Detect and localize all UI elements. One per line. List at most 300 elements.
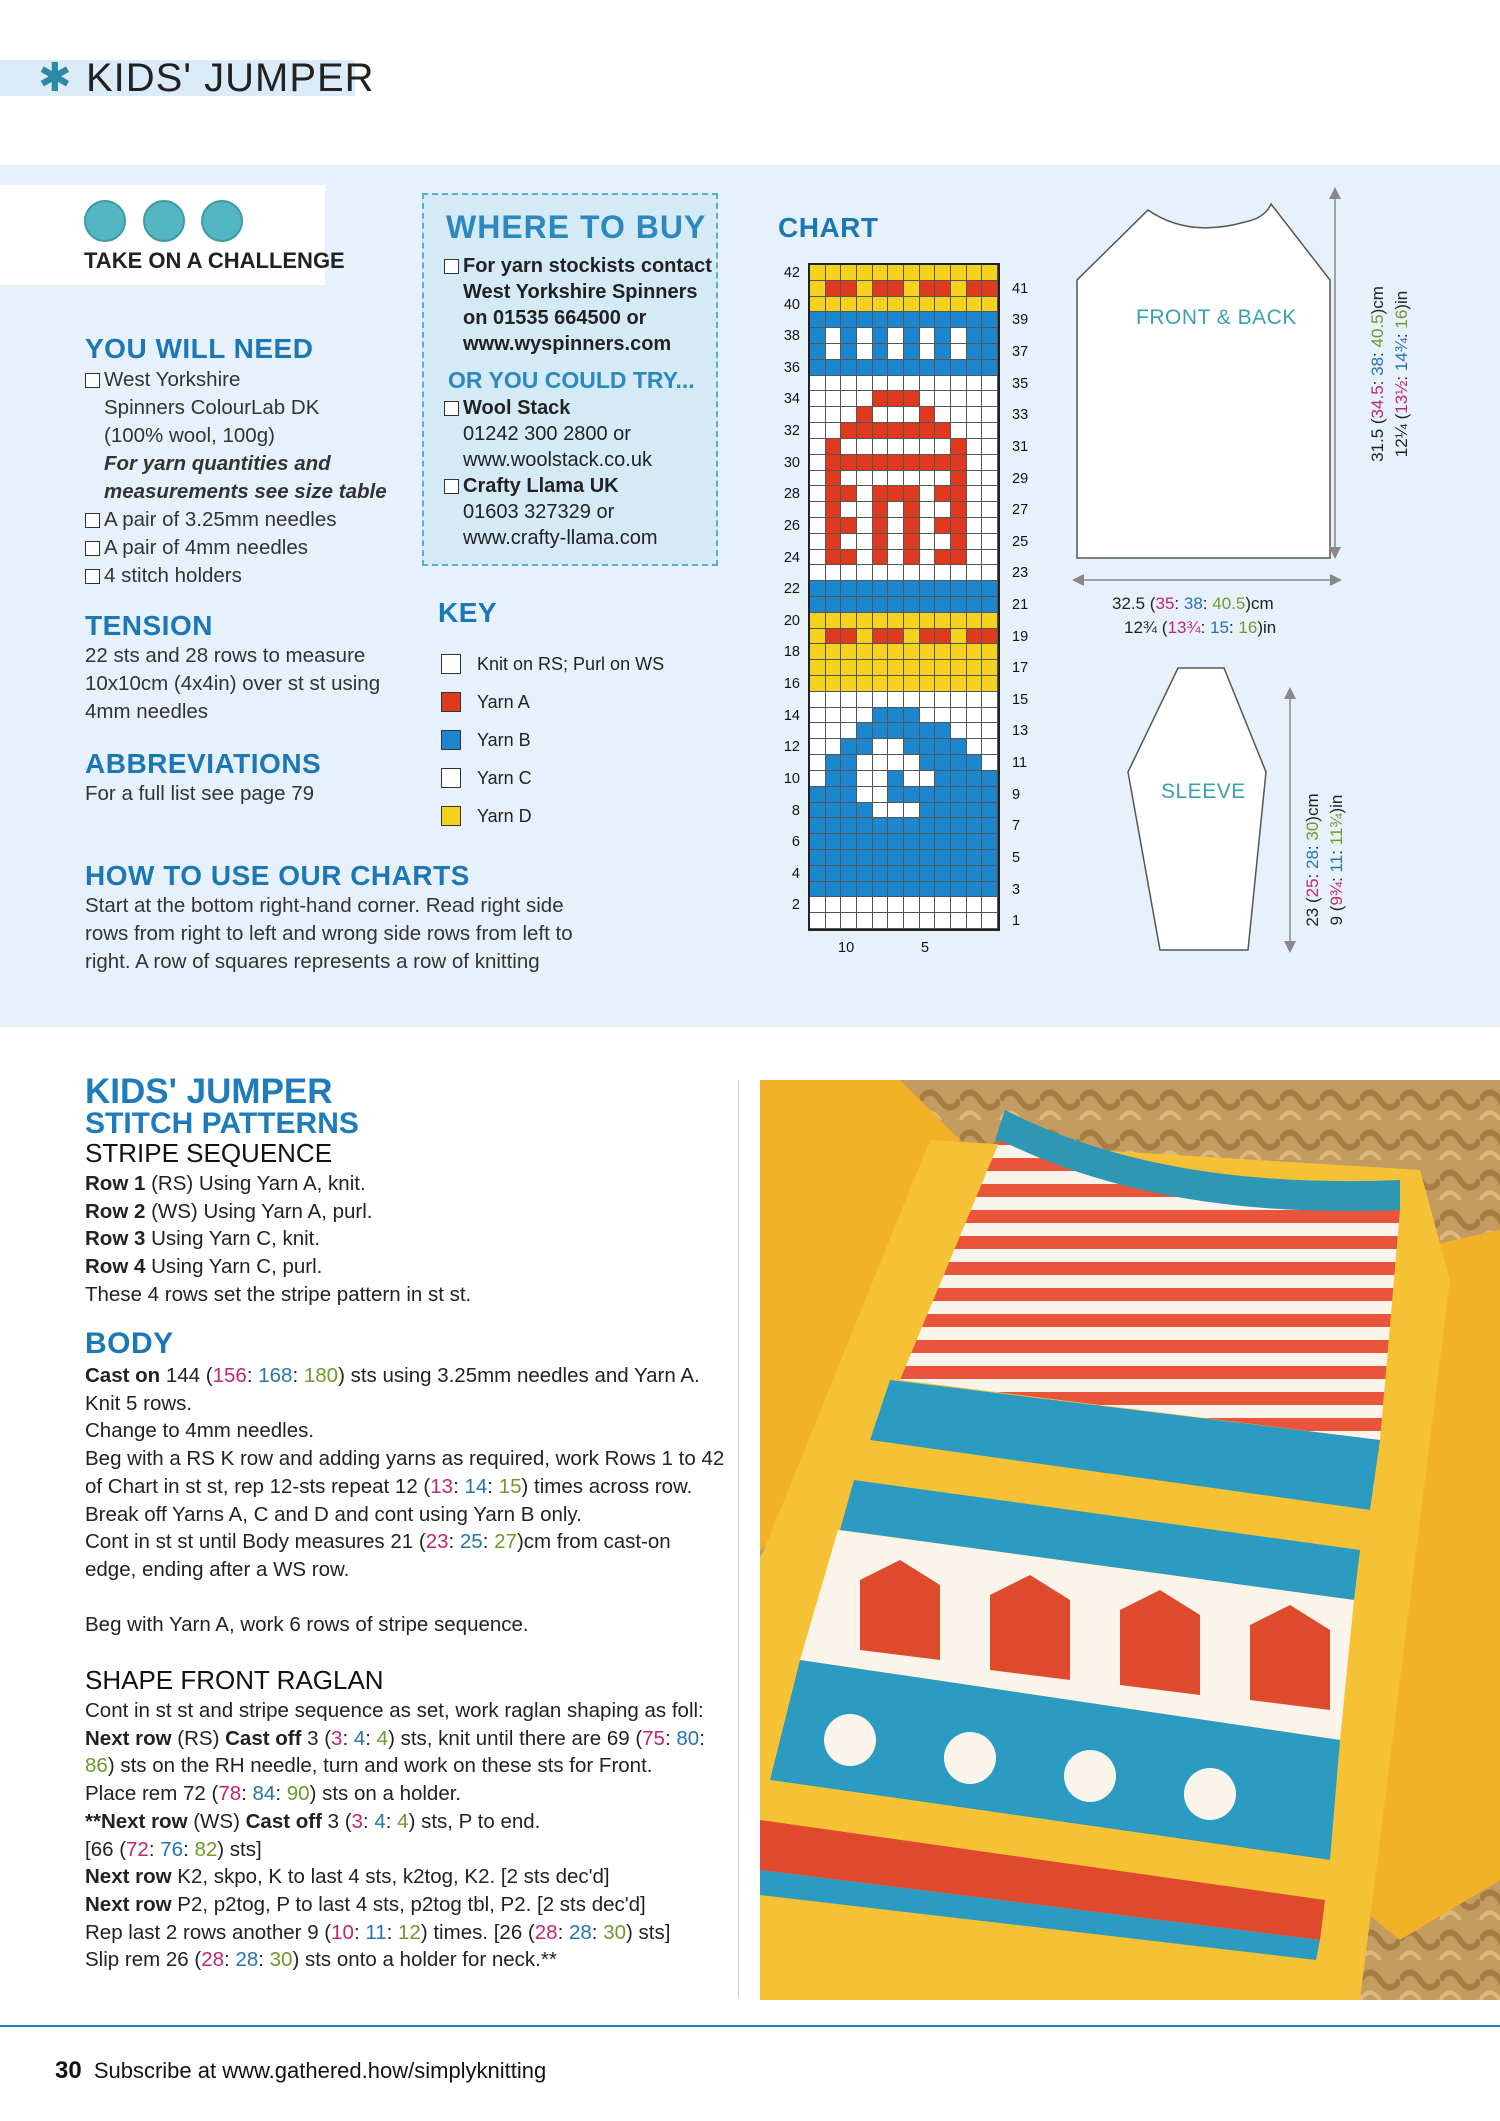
chart-cell xyxy=(826,708,842,724)
chart-cell xyxy=(935,692,951,708)
chart-cell xyxy=(982,834,998,850)
chart-cell xyxy=(951,834,967,850)
chart-cell xyxy=(810,281,826,297)
chart-cell xyxy=(857,866,873,882)
chart-cell xyxy=(826,328,842,344)
chart-cell xyxy=(888,391,904,407)
chart-cell xyxy=(841,439,857,455)
chart-cell xyxy=(967,676,983,692)
chart-cell xyxy=(904,265,920,281)
chart-cell xyxy=(810,518,826,534)
chart-cell xyxy=(873,866,889,882)
checkbox[interactable] xyxy=(85,569,100,584)
chart-cell xyxy=(920,882,936,898)
chart-cell xyxy=(826,882,842,898)
key-label: Yarn B xyxy=(477,729,531,750)
chart-cell xyxy=(857,644,873,660)
chart-cell xyxy=(904,534,920,550)
chart-row-number: 34 xyxy=(783,391,800,408)
chart-cell xyxy=(935,739,951,755)
website-link[interactable]: www.wyspinners.com xyxy=(463,333,672,355)
chart-cell xyxy=(888,455,904,471)
chart-row-number: 27 xyxy=(1012,502,1029,519)
chart-cell xyxy=(935,771,951,787)
chart-cell xyxy=(951,644,967,660)
item-text: Spinners ColourLab DK xyxy=(104,396,320,419)
chart-cell xyxy=(841,597,857,613)
chart-cell xyxy=(920,297,936,313)
how-to-text xyxy=(85,892,573,976)
chart-cell xyxy=(826,518,842,534)
chart-cell xyxy=(982,818,998,834)
chart-cell xyxy=(951,534,967,550)
chart-cell xyxy=(857,455,873,471)
chart-cell xyxy=(810,565,826,581)
chart-cell xyxy=(935,629,951,645)
chart-cell xyxy=(857,708,873,724)
chart-cell xyxy=(873,455,889,471)
chart-cell xyxy=(810,407,826,423)
chart-cell xyxy=(841,708,857,724)
where-to-buy-text xyxy=(444,253,712,357)
chart-cell xyxy=(810,803,826,819)
tension-title: TENSION xyxy=(85,610,213,641)
chart-cell xyxy=(826,565,842,581)
chart-cell xyxy=(857,344,873,360)
chart-cell xyxy=(841,676,857,692)
text-line: rows from right to left and wrong side rows from left to xyxy=(85,922,573,945)
how-to-title: HOW TO USE OUR CHARTS xyxy=(85,860,470,891)
chart-cell xyxy=(857,818,873,834)
chart-cell xyxy=(841,376,857,392)
chart-cell xyxy=(951,455,967,471)
chart-cell xyxy=(920,708,936,724)
chart-cell xyxy=(826,423,842,439)
stockist-phone: 01603 327329 or xyxy=(463,501,615,523)
alt-stockists-title: OR YOU COULD TRY... xyxy=(448,367,695,393)
chart-cell xyxy=(841,550,857,566)
chart-cell xyxy=(826,281,842,297)
chart-cell xyxy=(873,360,889,376)
color-swatch xyxy=(441,768,461,788)
chart-cell xyxy=(982,787,998,803)
chart-cell xyxy=(920,471,936,487)
chart-cell xyxy=(810,771,826,787)
chart-cell xyxy=(982,360,998,376)
chart-cell xyxy=(920,423,936,439)
chart-cell xyxy=(982,692,998,708)
chart-cell xyxy=(920,613,936,629)
chart-cell xyxy=(951,850,967,866)
chart-cell xyxy=(857,755,873,771)
chart-cell xyxy=(967,391,983,407)
chart-cell xyxy=(857,534,873,550)
chart-cell xyxy=(810,455,826,471)
chart-cell xyxy=(873,755,889,771)
chart-row-number: 19 xyxy=(1012,628,1029,645)
chart-cell xyxy=(826,771,842,787)
chart-cell xyxy=(935,344,951,360)
chart-cell xyxy=(810,486,826,502)
chart-cell xyxy=(935,613,951,629)
checkbox[interactable] xyxy=(85,513,100,528)
pattern-subtitle: STITCH PATTERNS xyxy=(85,1107,359,1140)
chart-cell xyxy=(951,423,967,439)
chart-cell xyxy=(951,518,967,534)
chart-cell xyxy=(982,486,998,502)
chart-cell xyxy=(920,581,936,597)
chart-cell xyxy=(920,502,936,518)
sleeve-shape xyxy=(1128,668,1266,950)
chart-cell xyxy=(857,423,873,439)
chart-cell xyxy=(826,486,842,502)
chart-cell xyxy=(857,518,873,534)
chart-cell xyxy=(873,660,889,676)
chart-cell xyxy=(873,597,889,613)
chart-cell xyxy=(826,739,842,755)
text-line: on 01535 664500 or xyxy=(463,307,647,329)
key-label: Yarn D xyxy=(477,805,532,826)
chart-cell xyxy=(920,534,936,550)
chart-cell xyxy=(982,376,998,392)
chart-cell xyxy=(873,312,889,328)
chart-cell xyxy=(982,312,998,328)
sleeve-diagram xyxy=(1120,660,1280,960)
chart-cell xyxy=(810,866,826,882)
chart-cell xyxy=(951,787,967,803)
chart-cell xyxy=(826,455,842,471)
chart-cell xyxy=(982,550,998,566)
chart-cell xyxy=(873,486,889,502)
key-item xyxy=(441,645,664,683)
chart-cell xyxy=(857,297,873,313)
chart-cell xyxy=(810,471,826,487)
chart-cell xyxy=(920,565,936,581)
chart-cell xyxy=(920,818,936,834)
color-swatch xyxy=(441,654,461,674)
item-text: West Yorkshire xyxy=(104,368,241,391)
key-label: Yarn C xyxy=(477,767,532,788)
chart-cell xyxy=(841,882,857,898)
chart-cell xyxy=(857,739,873,755)
chart-cell xyxy=(982,660,998,676)
chart-cell xyxy=(951,629,967,645)
chart-cell xyxy=(920,360,936,376)
chart-cell xyxy=(920,376,936,392)
chart-cell xyxy=(857,328,873,344)
chart-cell xyxy=(888,850,904,866)
chart-cell xyxy=(935,913,951,929)
chart-cell xyxy=(967,771,983,787)
text-line: West Yorkshire Spinners xyxy=(463,281,698,303)
chart-cell xyxy=(810,723,826,739)
chart-cell xyxy=(873,581,889,597)
chart-cell xyxy=(967,613,983,629)
chart-cell xyxy=(920,897,936,913)
chart-cell xyxy=(904,407,920,423)
chart-cell xyxy=(904,486,920,502)
chart-cell xyxy=(982,739,998,755)
chart-cell xyxy=(826,265,842,281)
yarn-ball-icon xyxy=(143,200,185,242)
chart-cell xyxy=(857,597,873,613)
chart-row-number: 31 xyxy=(1012,438,1029,455)
chart-cell xyxy=(873,471,889,487)
chart-cell xyxy=(951,597,967,613)
chart-cell xyxy=(857,692,873,708)
chart-cell xyxy=(888,423,904,439)
chart-cell xyxy=(920,834,936,850)
chart-cell xyxy=(810,708,826,724)
checkbox[interactable] xyxy=(444,259,459,274)
chart-cell xyxy=(888,755,904,771)
chart-cell xyxy=(982,407,998,423)
chart-cell xyxy=(935,534,951,550)
chart-cell xyxy=(841,534,857,550)
chart-cell xyxy=(904,360,920,376)
chart-cell xyxy=(857,565,873,581)
chart-cell xyxy=(841,344,857,360)
chart-cell xyxy=(888,597,904,613)
chart-cell xyxy=(873,834,889,850)
chart-cell xyxy=(857,407,873,423)
chart-cell xyxy=(888,407,904,423)
chart-cell xyxy=(935,502,951,518)
chart-row-number: 22 xyxy=(783,581,800,598)
chart-cell xyxy=(935,376,951,392)
chart-cell xyxy=(904,297,920,313)
you-will-need-title: YOU WILL NEED xyxy=(85,333,314,364)
chart-cell xyxy=(857,913,873,929)
chart-cell xyxy=(873,565,889,581)
chart-cell xyxy=(873,297,889,313)
where-to-buy-title: WHERE TO BUY xyxy=(446,209,707,245)
chart-cell xyxy=(982,391,998,407)
chart-cell xyxy=(951,439,967,455)
chart-cell xyxy=(857,629,873,645)
chart-cell xyxy=(888,629,904,645)
chart-cell xyxy=(841,834,857,850)
checkbox[interactable] xyxy=(85,541,100,556)
chart-row-number: 16 xyxy=(783,676,800,693)
chart-cell xyxy=(935,312,951,328)
chart-cell xyxy=(810,265,826,281)
chart-cell xyxy=(841,629,857,645)
chart-cell xyxy=(841,502,857,518)
chart-cell xyxy=(841,391,857,407)
chart-cell xyxy=(904,644,920,660)
chart-cell xyxy=(826,723,842,739)
checkbox[interactable] xyxy=(444,479,459,494)
chart-cell xyxy=(841,771,857,787)
chart-row-number: 2 xyxy=(791,897,800,914)
website-link[interactable]: www.woolstack.co.uk xyxy=(463,449,652,471)
chart-cell xyxy=(873,518,889,534)
chart-cell xyxy=(810,534,826,550)
chart-cell xyxy=(904,312,920,328)
color-swatch xyxy=(441,730,461,750)
chart-cell xyxy=(810,644,826,660)
chart-row-number: 6 xyxy=(791,834,800,851)
subscribe-link[interactable]: Subscribe at www.gathered.how/simplyknitting xyxy=(93,2058,547,2083)
chart-cell xyxy=(841,787,857,803)
chart-cell xyxy=(810,376,826,392)
jumper-photo xyxy=(760,1080,1500,2000)
chart-cell xyxy=(873,803,889,819)
item-text: (100% wool, 100g) xyxy=(104,424,275,447)
chart-row-number: 18 xyxy=(783,644,800,661)
stockist-name: Crafty Llama UK xyxy=(463,475,619,497)
chart-cell xyxy=(826,439,842,455)
chart-cell xyxy=(951,803,967,819)
chart-cell xyxy=(873,423,889,439)
chart-cell xyxy=(841,471,857,487)
chart-cell xyxy=(873,629,889,645)
chart-col-number: 5 xyxy=(921,940,930,956)
chart-cell xyxy=(857,834,873,850)
chart-cell xyxy=(810,391,826,407)
chart-cell xyxy=(935,597,951,613)
stockist-phone: 01242 300 2800 or xyxy=(463,423,631,445)
chart-cell xyxy=(841,866,857,882)
chart-cell xyxy=(967,882,983,898)
chart-cell xyxy=(935,439,951,455)
chart-cell xyxy=(951,328,967,344)
chart-cell xyxy=(967,471,983,487)
chart-cell xyxy=(935,455,951,471)
chart-cell xyxy=(951,360,967,376)
chart-cell xyxy=(841,613,857,629)
chart-cell xyxy=(982,265,998,281)
chart-cell xyxy=(904,866,920,882)
chart-cell xyxy=(826,803,842,819)
checkbox[interactable] xyxy=(444,401,459,416)
chart-cell xyxy=(810,439,826,455)
chart-cell xyxy=(967,502,983,518)
key-item xyxy=(441,797,664,835)
chart-cell xyxy=(935,708,951,724)
chart-cell xyxy=(904,581,920,597)
chart-cell xyxy=(810,297,826,313)
chart-cell xyxy=(826,787,842,803)
chart-cell xyxy=(826,644,842,660)
chart-cell xyxy=(982,344,998,360)
chart-cell xyxy=(967,739,983,755)
abbreviations-text: For a full list see page 79 xyxy=(85,782,315,805)
chart-cell xyxy=(935,565,951,581)
chart-cell xyxy=(826,581,842,597)
chart-cell xyxy=(982,850,998,866)
chart-cell xyxy=(967,866,983,882)
chart-cell xyxy=(810,692,826,708)
chart-cell xyxy=(935,803,951,819)
chart-cell xyxy=(904,518,920,534)
chart-cell xyxy=(857,660,873,676)
chart-row-number: 24 xyxy=(783,549,800,566)
item-text: A pair of 3.25mm needles xyxy=(104,508,337,531)
chart-cell xyxy=(904,803,920,819)
chart-cell xyxy=(920,486,936,502)
stockist-name: Wool Stack xyxy=(463,397,571,419)
chart-cell xyxy=(935,818,951,834)
chart-row-number: 20 xyxy=(783,612,800,629)
chart-cell xyxy=(841,581,857,597)
front-back-width-arrow xyxy=(1072,570,1342,590)
chart-cell xyxy=(888,328,904,344)
chart-cell xyxy=(982,534,998,550)
chart-cell xyxy=(967,423,983,439)
chart-row-number: 5 xyxy=(1012,849,1021,866)
chart-cell xyxy=(826,407,842,423)
chart-cell xyxy=(873,344,889,360)
chart-cell xyxy=(920,660,936,676)
checkbox[interactable] xyxy=(85,373,100,388)
chart-cell xyxy=(967,360,983,376)
chart-cell xyxy=(920,913,936,929)
chart-cell xyxy=(982,297,998,313)
chart-cell xyxy=(951,708,967,724)
front-back-diagram xyxy=(1060,190,1350,570)
chart-row-number: 33 xyxy=(1012,407,1029,424)
pattern-title: KIDS' JUMPER xyxy=(85,1072,333,1111)
chart-cell xyxy=(951,739,967,755)
chart-col-number: 10 xyxy=(838,940,855,956)
chart-cell xyxy=(888,897,904,913)
website-link[interactable]: www.crafty-llama.com xyxy=(463,527,658,549)
text-line: right. A row of squares represents a row of knitting xyxy=(85,950,540,973)
chart-cell xyxy=(810,913,826,929)
chart-cell xyxy=(904,834,920,850)
chart-cell xyxy=(857,550,873,566)
chart-cell xyxy=(841,312,857,328)
chart-cell xyxy=(888,866,904,882)
chart-cell xyxy=(857,882,873,898)
chart-row-number: 42 xyxy=(783,265,800,281)
chart-cell xyxy=(904,391,920,407)
chart-cell xyxy=(873,771,889,787)
chart-cell xyxy=(967,850,983,866)
chart-cell xyxy=(982,644,998,660)
chart-cell xyxy=(810,423,826,439)
chart-cell xyxy=(826,471,842,487)
chart-cell xyxy=(920,328,936,344)
chart-cell xyxy=(841,360,857,376)
chart-cell xyxy=(873,502,889,518)
front-back-shape xyxy=(1077,204,1330,558)
chart-cell xyxy=(967,297,983,313)
chart-cell xyxy=(810,613,826,629)
chart-cell xyxy=(857,581,873,597)
chart-cell xyxy=(857,391,873,407)
chart-cell xyxy=(826,613,842,629)
chart-cell xyxy=(904,818,920,834)
chart-row-number: 35 xyxy=(1012,375,1029,392)
key-item xyxy=(441,759,664,797)
chart-cell xyxy=(810,581,826,597)
chart-cell xyxy=(826,866,842,882)
chart-cell xyxy=(873,818,889,834)
chart-cell xyxy=(920,265,936,281)
chart-cell xyxy=(888,676,904,692)
where-to-buy-box xyxy=(422,193,718,566)
chart-cell xyxy=(935,897,951,913)
chart-cell xyxy=(888,803,904,819)
chart-cell xyxy=(841,897,857,913)
chart-cell xyxy=(857,265,873,281)
key-item xyxy=(441,721,664,759)
chart-cell xyxy=(935,723,951,739)
chart-cell xyxy=(982,455,998,471)
